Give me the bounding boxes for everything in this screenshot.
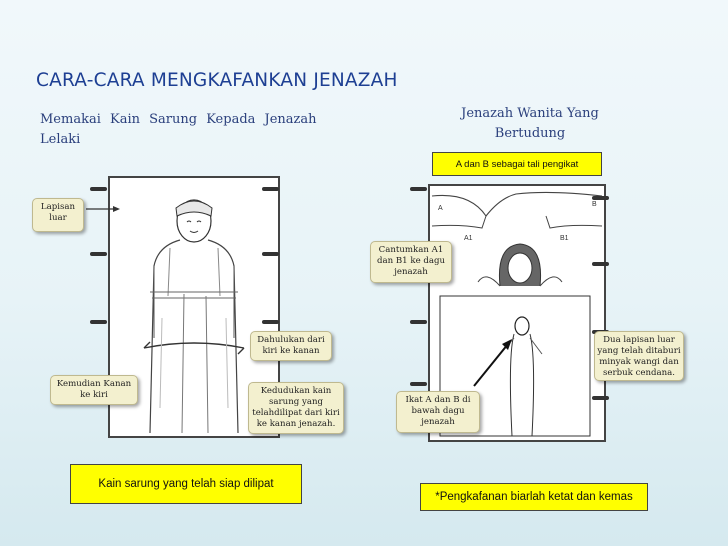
callout-kedudukan: Kedudukan kain sarung yang telahdilipat dari kiri ke kanan jenazah. xyxy=(248,382,344,434)
tie-mark xyxy=(592,262,609,266)
label-a: A xyxy=(438,205,443,212)
label-b: B xyxy=(592,201,597,208)
label-a1: A1 xyxy=(464,235,473,242)
callout-cantumkan: Cantumkan A1 dan B1 ke dagu jenazah xyxy=(370,241,452,283)
callout-dahulukan: Dahulukan dari kiri ke kanan xyxy=(250,331,332,361)
tie-mark xyxy=(410,320,427,324)
right-top-box: A dan B sebagai tali pengikat xyxy=(432,152,602,176)
left-caption: Kain sarung yang telah siap dilipat xyxy=(70,464,302,504)
callout-kemudian: Kemudian Kanan ke kiri xyxy=(50,375,138,405)
right-subtitle: Jenazah Wanita Yang Bertudung xyxy=(461,106,599,141)
tie-mark xyxy=(410,187,427,191)
tie-mark xyxy=(410,382,427,386)
tie-mark xyxy=(592,196,609,200)
tie-mark xyxy=(592,396,609,400)
left-subtitle: Memakai Kain Sarung Kepada Jenazah Lelaki xyxy=(40,112,317,147)
callout-ikat: Ikat A dan B di bawah dagu jenazah xyxy=(396,391,480,433)
right-note: *Pengkafanan biarlah ketat dan kemas xyxy=(420,483,648,511)
callout-lapisan-luar: Lapisan luar xyxy=(32,198,84,232)
page-title: CARA-CARA MENGKAFANKAN JENAZAH xyxy=(36,70,398,91)
label-b1: B1 xyxy=(560,235,569,242)
callout-dua-lapisan: Dua lapisan luar yang telah ditaburi minyak wangi dan serbuk cendana. xyxy=(594,331,684,381)
